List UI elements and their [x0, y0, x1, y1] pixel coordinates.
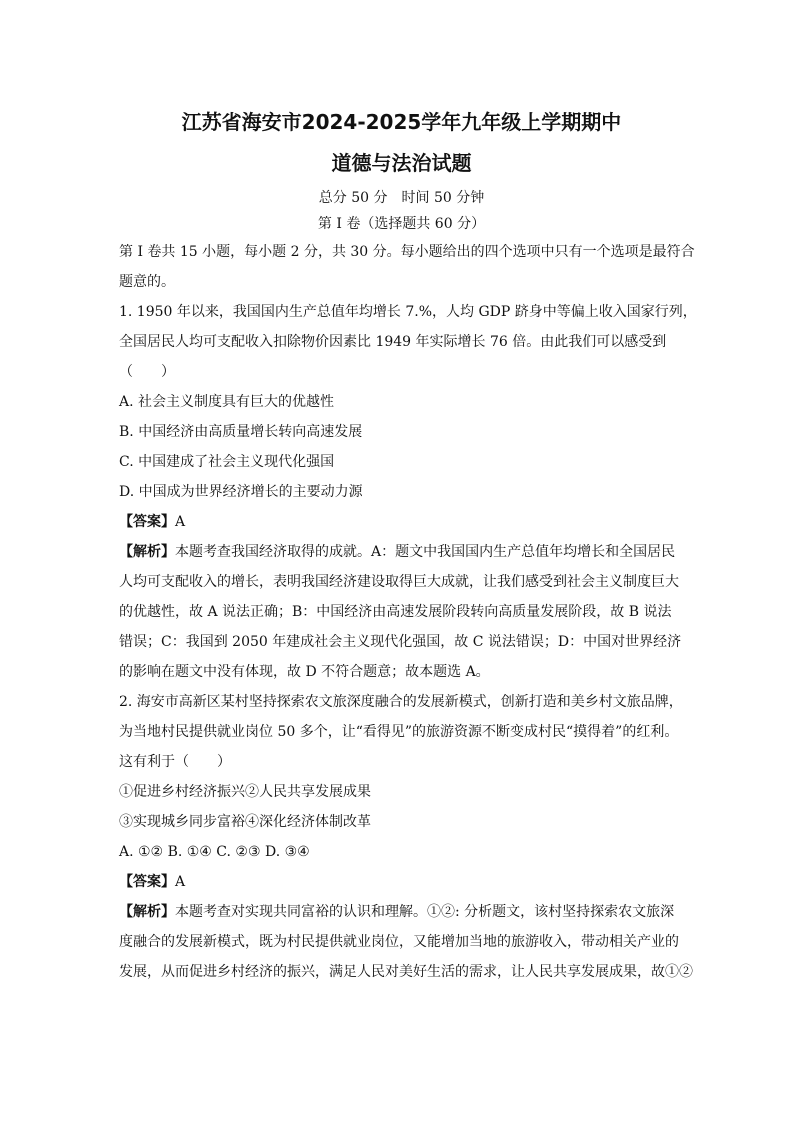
question-2-stem: 2. 海安市高新区某村坚持探索农文旅深度融合的发展新模式，创新打造和美乡村文旅品牌， — [119, 694, 683, 710]
question-1-option-a: A. 社会主义制度具有巨大的优越性 — [119, 394, 335, 410]
question-1-option-d: D. 中国成为世界经济增长的主要动力源 — [119, 484, 363, 500]
analysis-text: 本题考查我国经济取得的成就。A：题文中我国国内生产总值年均增长和全国居民 — [175, 544, 676, 560]
question-2-analysis: 度融合的发展新模式，既为村民提供就业岗位，又能增加当地的旅游收入，带动相关产业的 — [119, 934, 679, 950]
question-2-items: ①促进乡村经济振兴②人民共享发展成果 — [119, 784, 371, 800]
answer-value: A — [175, 874, 186, 890]
question-2-analysis: 发展，从而促进乡村经济的振兴，满足人民对美好生活的需求，让人民共享发展成果，故①② — [119, 964, 693, 980]
answer-label: 【答案】 — [119, 874, 175, 890]
question-1-stem: 全国居民人均可支配收入扣除物价因素比 1949 年实际增长 76 倍。由此我们可以感受到 — [119, 334, 667, 350]
question-2-stem: 为当地村民提供就业岗位 50 多个，让“看得见”的旅游资源不断变成村民“摸得着”的红利。 — [119, 724, 679, 740]
question-1-stem: （ ） — [119, 364, 175, 380]
question-1-option-b: B. 中国经济由高质量增长转向高速发展 — [119, 424, 363, 440]
question-1-analysis: 人均可支配收入的增长，表明我国经济建设取得巨大成就，让我们感受到社会主义制度巨大 — [119, 574, 679, 590]
answer-label: 【答案】 — [119, 514, 175, 530]
question-2-stem: 这有利于（ ） — [119, 754, 231, 770]
exam-title-line2: 道德与法治试题 — [331, 151, 472, 175]
answer-value: A — [175, 514, 186, 530]
question-1-analysis: 的影响在题文中没有体现，故 D 不符合题意；故本题选 A。 — [119, 664, 490, 680]
question-2-answer — [119, 867, 684, 897]
question-1-option-c: C. 中国建成了社会主义现代化强国 — [119, 454, 335, 470]
question-1-analysis: 错误；C：我国到 2050 年建成社会主义现代化强国，故 C 说法错误；D：中国对世界经济 — [119, 634, 682, 650]
analysis-label: 【解析】 — [119, 544, 175, 560]
question-2-options: A. ①② B. ①④ C. ②③ D. ③④ — [119, 844, 310, 860]
section-title: 第 I 卷（选择题共 60 分） — [317, 216, 486, 232]
question-1-analysis: 的优越性，故 A 说法正确；B：中国经济由高速发展阶段转向高质量发展阶段，故 B 说法 — [119, 604, 672, 620]
score-info: 总分 50 分 时间 50 分钟 — [318, 190, 485, 206]
question-1-analysis — [119, 537, 684, 567]
question-2-items: ③实现城乡同步富裕④深化经济体制改革 — [119, 814, 371, 830]
question-1-stem: 1. 1950 年以来，我国国内生产总值年均增长 7.%，人均 GDP 跻身中等偏上收入国家行列， — [119, 304, 697, 320]
question-2-analysis — [119, 897, 684, 927]
instructions-line: 第 I 卷共 15 小题，每小题 2 分，共 30 分。每小题给出的四个选项中只有一个选项是最符合 — [119, 244, 695, 260]
analysis-label: 【解析】 — [119, 904, 175, 920]
instructions-line: 题意的。 — [119, 274, 175, 290]
analysis-text: 本题考查对实现共同富裕的认识和理解。①②: 分析题文，该村坚持探索农文旅深 — [175, 904, 675, 920]
exam-title-line1: 江苏省海安市2024-2025学年九年级上学期期中 — [181, 110, 622, 134]
question-1-answer — [119, 507, 684, 537]
